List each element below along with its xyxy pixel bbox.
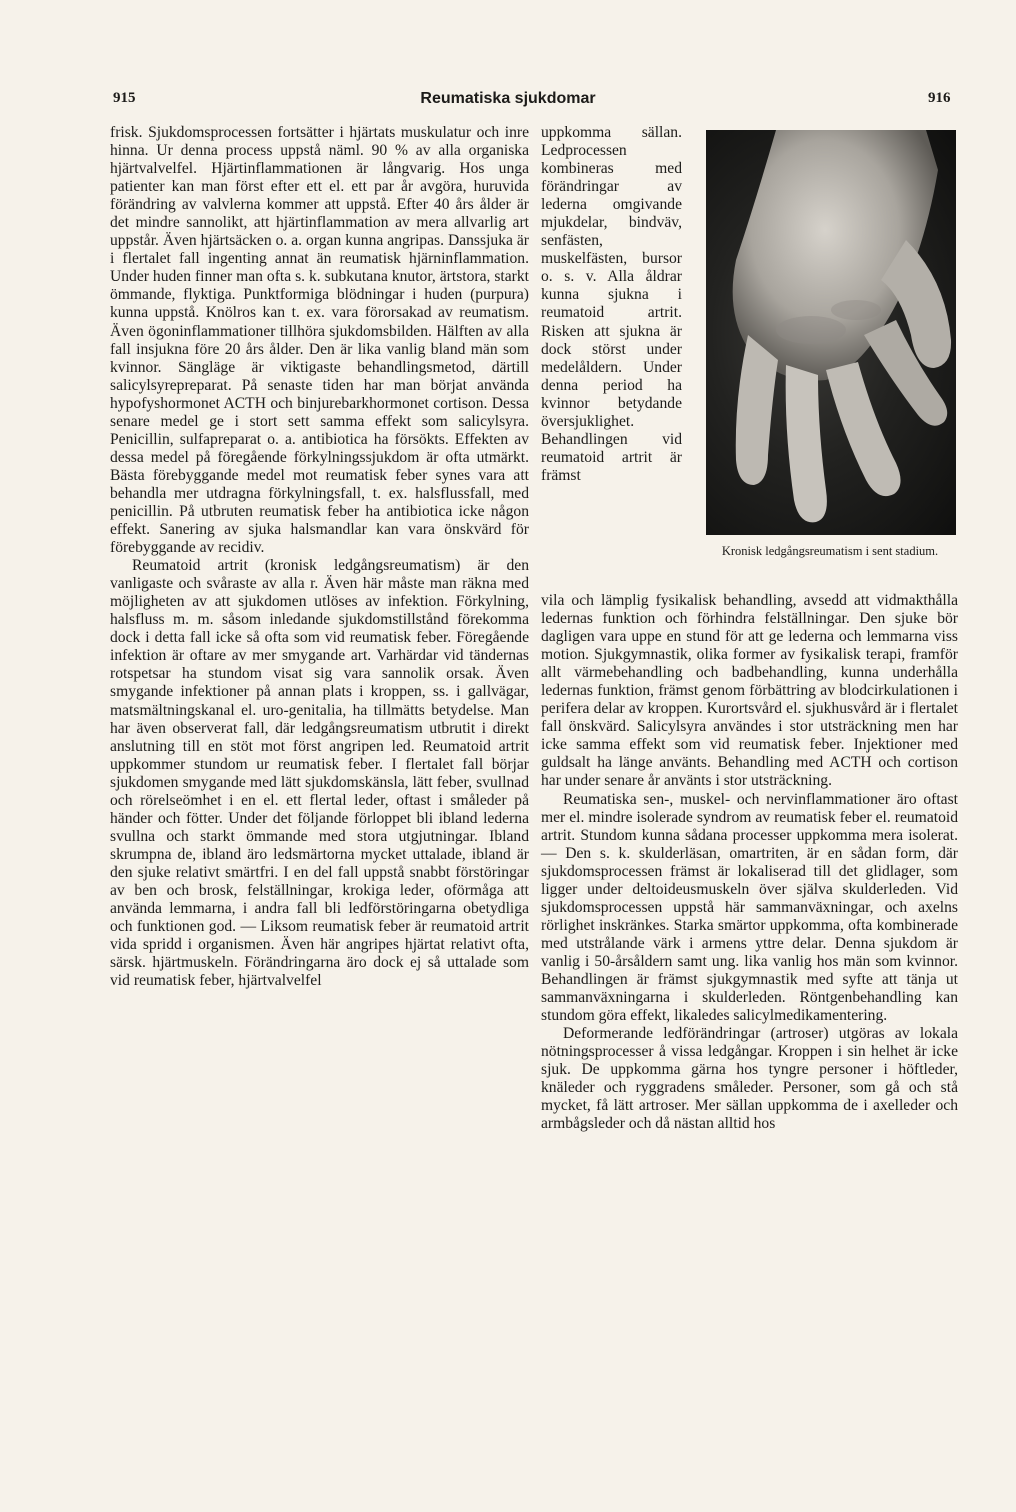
hand-photograph: [706, 130, 956, 535]
paragraph: Deformerande ledförändringar (artroser) utgöras av lokala nötningsprocesser å vissa ledgångar. Kroppen i sin helhet är icke sjuk. De uppkomma gärna hos tyngre personer i höftleder, knäleder och ryggradens småleder. Personer, som gå och stå mycket, få lätt artroser. Mer sällan uppkomma de i axelleder och armbågsleder och då nästan alltid hos: [541, 1025, 958, 1133]
running-title: Reumatiska sjukdomar: [420, 90, 596, 107]
figure-caption: Kronisk ledgångsreumatism i sent stadium.: [721, 544, 939, 558]
paragraph: uppkomma sällan. Ledprocessen kombineras med förändringar av lederna omgivande mjukdelar, bindväv, senfästen, muskelfästen, bursor o. s. v. Alla åldrar kunna sjukna i reumatoid artrit. Risken att sjukna är dock störst under medelåldern. Under denna period ha kvinnor betydande översjuklighet. Behandlingen vid reumatoid artrit är främst: [541, 124, 682, 484]
page-number-right: 916: [928, 90, 951, 106]
narrow-column: [541, 124, 682, 594]
paragraph: vila och lämplig fysikalisk behandling, avsedd att vidmakthålla ledernas funktion och förhindra felställningar. Den sjuke bör dagligen vara uppe en stund för att ge lederna och lemmarna viss motion. Sjukgymnastik, olika former av fysikalisk terapi, framför allt värmebehandling och badbehandling, kunna underhålla ledernas funktion, främst genom förbättring av blodcirkulationen i perifera delar av kroppen. Kurortsvård el. sjukhusvård är i flertalet fall önskvärd. Salicylsyra användes i stor utsträckning men har icke samma effekt som vid reumatisk feber. Injektioner med guldsalt ha länge använts. Behandling med ACTH och cortison har under senare år använts i stor utsträckning.: [541, 592, 958, 790]
paragraph: Reumatoid artrit (kronisk ledgångsreumatism) är den vanligaste och svåraste av alla r. Även här måste man räkna med möjligheten av att sjukdomen utlöses av infektion. Förkylning, halsfluss m. m. såsom inledande sjukdomstillstånd förekomma dock i detta fall icke så ofta som vid reumatisk feber. Föregående infektion är oftare av mer smygande art. Varhärdar vid tändernas rotspetsar ha stundom visat sig vara sannolik orsak. Även smygande infektioner på annan plats i kroppen, ss. i gallvägar, matsmältningskanal el. uro-genitalia, ha tillmätts betydelse. Man har även observerat fall, där ledgångsreumatism utbrutit i direkt anslutning till en stöt mot först angripen led. Reumatoid artrit uppkommer stundom ur reumatisk feber. I flertalet fall börjar sjukdomen smygande med lätt sjukdomskänsla, lätt feber, svullnad och rörelseömhet i en el. ett flertal leder, oftast i småleder på händer och fötter. Under det följande förloppet bli ibland lederna svullna och starkt ömmande med stora utgjutningar. Ibland skrumpna de, ibland äro ledsmärtorna mycket uttalade, ibland är den sjuke relativt smärtfri. I en del fall uppstå snabbt förstöringar av ben och brosk, felställningar, krokiga leder, oförmåga att använda lemmarna, i andra fall bli ledförstöringarna obetydliga och funktionen god. — Liksom reumatisk feber är reumatoid artrit vida spridd i organismen. Även här angripes hjärtat relativt ofta, särsk. hjärtmuskeln. Förändringarna äro dock ej så uttalade som vid reumatisk feber, hjärtvalvelfel: [110, 557, 529, 990]
paragraph: Reumatiska sen-, muskel- och nervinflammationer äro oftast mer el. mindre isolerade syndrom av reumatisk feber el. reumatoid artrit. Stundom kunna sådana processer uppkomma mera isolerat. — Den s. k. skulderläsan, omartriten, är en sådan form, där sjukdomsprocessen främst är lokaliserad till det glidlager, som ligger under deltoideusmuskeln över själva skulderleden. Vid sjukdomsprocessen uppstå här sammanväxningar, och axelns rörlighet inskränkes. Starka smärtor uppkomma, ofta kombinerade med utstrålande värk i armens yttre delar. Denna sjukdom är vanlig i 50-årsåldern samt ung. lika vanlig hos män som kvinnor. Behandlingen är främst sjukgymnastik med syfte att tänja ut sammanväxningarna i skulderleden. Röntgenbehandling kan stundom göra effekt, likaledes salicylmedikamentering.: [541, 790, 958, 1025]
left-column: [110, 124, 529, 1404]
paragraph: frisk. Sjukdomsprocessen fortsätter i hjärtats muskulatur och inre hinna. Ur denna process uppstå näml. 90 % av alla organiska hjärtvalvelfel. Hjärtinflammationen är långvarig. Hos unga patienter kan man först efter ett el. ett par år avgöra, huruvida förändring av valvlerna kommer att uppstå. Efter 40 års ålder är det mindre sannolikt, att hjärtinflammation av mera allvarlig art uppstår. Även hjärtsäcken o. a. organ kunna angripas. Danssjuka är i flertalet fall ingenting annat än reumatisk hjärninflammation. Under huden finner man ofta s. k. subkutana knutor, ärtstora, starkt ömmande, flyktiga. Punktformiga blödningar i huden (purpura) kunna uppstå. Knölros kan t. ex. vara förorsakad av reumatism. Även ögoninflammationer tillhöra sjukdomsbilden. Hälften av alla fall insjukna före 20 års ålder. Den är lika vanlig bland män som kvinnor. Sängläge är viktigaste behandlingsmetod, därtill salicylsyrepreparat. På senaste tiden har man börjat använda hypofyshormonet ACTH och binjurebarkhormonet cortison. Dessa senare medel ge i stort sett samma effekt som salicylsyra. Penicillin, sulfapreparat o. a. antibiotica ha försökts. Effekten av dessa medel på föregående förkylningssjukdom är ofta utmärkt. Bästa förebyggande medel mot reumatisk feber synes vara att behandla mer utdragna förkylningsfall, t. ex. halsflussfall, med penicillin. På utbruten reumatisk feber ha antibiotica icke någon effekt. Sanering av sjuka halsmandlar kan vara önskvärd för förebyggande av recidiv.: [110, 124, 529, 557]
page-number-left: 915: [113, 90, 136, 106]
hand-illustration: [706, 130, 956, 535]
page-header: [0, 90, 1016, 114]
right-column: [541, 592, 958, 1392]
